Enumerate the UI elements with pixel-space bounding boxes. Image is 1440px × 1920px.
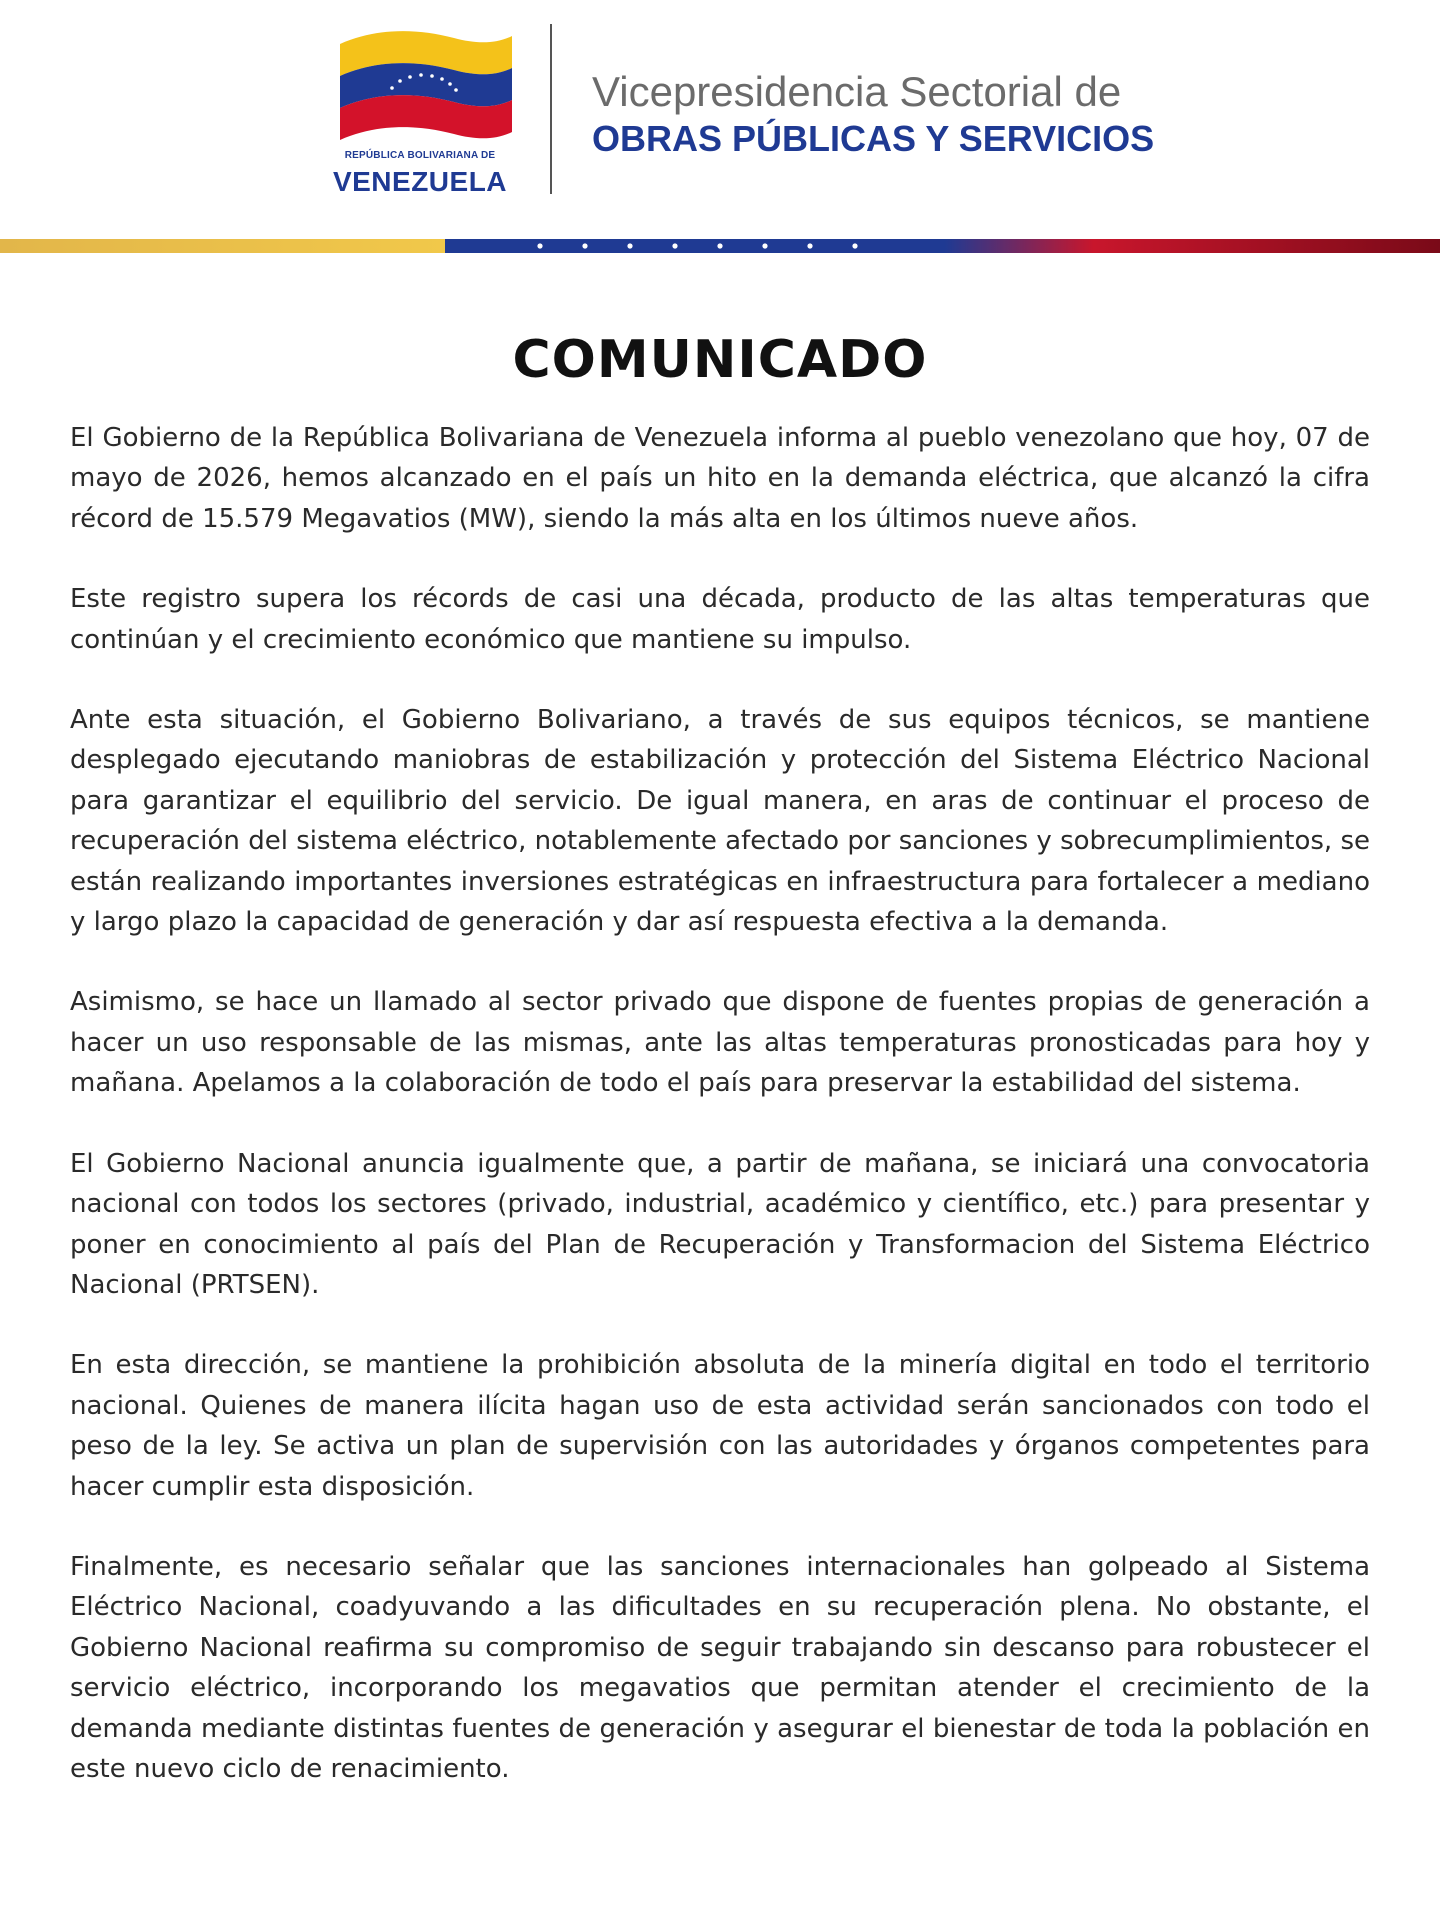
- paragraph: El Gobierno de la República Bolivariana de Venezuela informa al pueblo venezolano que hoy, 07 de mayo de 2026, hemos alcanzado en el país un hito en la demanda eléctrica, que alcanzó la cifra récord de 15.579 Megavatios (MW), siendo la más alta en los últimos nueve años.: [70, 423, 1370, 534]
- vicepresidency-sector: OBRAS PÚBLICAS Y SERVICIOS: [592, 118, 1155, 159]
- seal-caption: REPÚBLICA BOLIVARIANA DE: [344, 150, 496, 161]
- paragraph: Finalmente, es necesario señalar que las sanciones internacionales han golpeado al Sistema Eléctrico Nacional, coadyuvando a las dificultades en su recuperación plena. No obstante, el Gobierno Nacional reafirma su compromiso de seguir trabajando sin descanso para robustecer el servicio eléctrico, incorporando los megavatios que permitan atender el crecimiento de la demanda mediante distintas fuentes de generación y asegurar el bienestar de toda la población en este nuevo ciclo de renacimiento.: [70, 1551, 1370, 1784]
- header-divider: [550, 24, 552, 194]
- document-title: COMUNICADO: [512, 330, 928, 390]
- paragraph: El Gobierno Nacional anuncia igualmente que, a partir de mañana, se iniciará una convocatoria nacional con todos los sectores (privado, industrial, académico y científico, etc.) para presentar y poner en conocimiento al país del Plan de Recuperación y Transformacion del Sistema Eléctrico Nacional (PRTSEN).: [70, 1148, 1370, 1300]
- letterhead: [0, 0, 1440, 238]
- paragraph: En esta dirección, se mantiene la prohibición absoluta de la minería digital en todo el territorio nacional. Quienes de manera ilícita hagan uso de esta actividad serán sancionados con todo el peso de la ley. Se activa un plan de supervisión con las autoridades y órganos competentes para hacer cumplir esta disposición.: [70, 1350, 1370, 1502]
- document-body: [70, 418, 1370, 1829]
- tricolor-stripe: [0, 236, 1440, 256]
- paragraph: Ante esta situación, el Gobierno Bolivariano, a través de sus equipos técnicos, se mantiene desplegado ejecutando maniobras de estabilización y protección del Sistema Eléctrico Nacional para garantizar el equilibrio del servicio. De igual manera, en aras de continuar el proceso de recuperación del sistema eléctrico, notablemente afectado por sanciones y sobrecumplimientos, se están realizando importantes inversiones estratégicas en infraestructura para fortalecer a mediano y largo plazo la capacidad de generación y dar así respuesta efectiva a la demanda.: [70, 705, 1370, 938]
- venezuela-flag-logo: [336, 22, 516, 142]
- seal-country: VENEZUELA: [332, 166, 508, 197]
- vicepresidency-title: Vicepresidencia Sectorial de: [592, 68, 1122, 115]
- paragraph: Asimismo, se hace un llamado al sector privado que dispone de fuentes propias de generación a hacer un uso responsable de las mismas, ante las altas temperaturas pronosticadas para hoy y mañana. Apelamos a la colaboración de todo el país para preservar la estabilidad del sistema.: [70, 987, 1370, 1099]
- paragraph: Este registro supera los récords de casi una década, producto de las altas temperaturas que continúan y el crecimiento económico que mantiene su impulso.: [70, 584, 1370, 655]
